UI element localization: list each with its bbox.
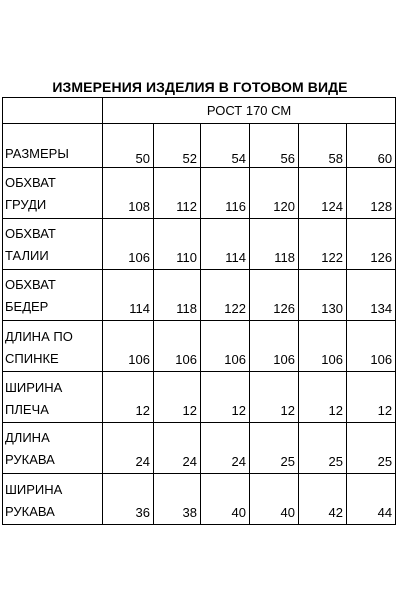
value-cell: 36 bbox=[103, 474, 154, 525]
row-label-line: ДЛИНА ПО bbox=[5, 329, 73, 344]
value-cell: 124 bbox=[299, 168, 347, 219]
height-label: РОСТ 170 СМ bbox=[103, 98, 396, 124]
row-label: ДЛИНА РУКАВА bbox=[3, 423, 103, 474]
value-cell: 24 bbox=[201, 423, 250, 474]
value-cell: 12 bbox=[201, 372, 250, 423]
size-cell: 58 bbox=[299, 124, 347, 168]
value-cell: 130 bbox=[299, 270, 347, 321]
value-cell: 112 bbox=[154, 168, 201, 219]
table-row bbox=[3, 423, 396, 474]
value-cell: 114 bbox=[201, 219, 250, 270]
size-cell: 52 bbox=[154, 124, 201, 168]
value-cell: 106 bbox=[103, 321, 154, 372]
value-cell: 106 bbox=[103, 219, 154, 270]
value-cell: 118 bbox=[154, 270, 201, 321]
value-cell: 42 bbox=[299, 474, 347, 525]
value-cell: 12 bbox=[347, 372, 396, 423]
row-label-line: ШИРИНА bbox=[5, 482, 63, 497]
value-cell: 122 bbox=[201, 270, 250, 321]
table-row bbox=[3, 168, 396, 219]
row-label bbox=[3, 321, 103, 372]
value-cell: 12 bbox=[103, 372, 154, 423]
row-label: ОБХВАТ ТАЛИИ bbox=[3, 219, 103, 270]
table-row bbox=[3, 270, 396, 321]
table-row bbox=[3, 372, 396, 423]
size-cell: 54 bbox=[201, 124, 250, 168]
measurements-table bbox=[2, 97, 396, 525]
value-cell: 106 bbox=[250, 321, 299, 372]
value-cell: 128 bbox=[347, 168, 396, 219]
value-cell: 24 bbox=[103, 423, 154, 474]
table-row bbox=[3, 321, 396, 372]
value-cell: 108 bbox=[103, 168, 154, 219]
value-cell: 134 bbox=[347, 270, 396, 321]
corner-cell bbox=[3, 98, 103, 124]
value-cell: 118 bbox=[250, 219, 299, 270]
row-label bbox=[3, 474, 103, 525]
size-cell: 56 bbox=[250, 124, 299, 168]
value-cell: 24 bbox=[154, 423, 201, 474]
value-cell: 25 bbox=[250, 423, 299, 474]
value-cell: 25 bbox=[347, 423, 396, 474]
table-row bbox=[3, 219, 396, 270]
value-cell: 40 bbox=[201, 474, 250, 525]
value-cell: 106 bbox=[154, 321, 201, 372]
size-cell: 60 bbox=[347, 124, 396, 168]
row-label: ОБХВАТ ГРУДИ bbox=[3, 168, 103, 219]
height-row bbox=[3, 98, 396, 124]
page-title: ИЗМЕРЕНИЯ ИЗДЕЛИЯ В ГОТОВОМ ВИДЕ bbox=[52, 79, 348, 95]
table-row bbox=[3, 474, 396, 525]
value-cell: 114 bbox=[103, 270, 154, 321]
value-cell: 25 bbox=[299, 423, 347, 474]
value-cell: 120 bbox=[250, 168, 299, 219]
value-cell: 106 bbox=[347, 321, 396, 372]
sizes-label: РАЗМЕРЫ bbox=[3, 124, 103, 168]
row-label: ОБХВАТ БЕДЕР bbox=[3, 270, 103, 321]
value-cell: 126 bbox=[250, 270, 299, 321]
value-cell: 110 bbox=[154, 219, 201, 270]
row-label-line: ПЛЕЧА bbox=[5, 402, 49, 417]
value-cell: 106 bbox=[299, 321, 347, 372]
row-label-line: РУКАВА bbox=[5, 504, 55, 519]
value-cell: 106 bbox=[201, 321, 250, 372]
value-cell: 38 bbox=[154, 474, 201, 525]
size-cell: 50 bbox=[103, 124, 154, 168]
value-cell: 44 bbox=[347, 474, 396, 525]
value-cell: 12 bbox=[250, 372, 299, 423]
value-cell: 12 bbox=[299, 372, 347, 423]
row-label-line: СПИНКЕ bbox=[5, 351, 59, 366]
row-label bbox=[3, 372, 103, 423]
value-cell: 116 bbox=[201, 168, 250, 219]
value-cell: 40 bbox=[250, 474, 299, 525]
value-cell: 126 bbox=[347, 219, 396, 270]
row-label-line: ШИРИНА bbox=[5, 380, 63, 395]
value-cell: 122 bbox=[299, 219, 347, 270]
value-cell: 12 bbox=[154, 372, 201, 423]
sizes-row bbox=[3, 124, 396, 168]
